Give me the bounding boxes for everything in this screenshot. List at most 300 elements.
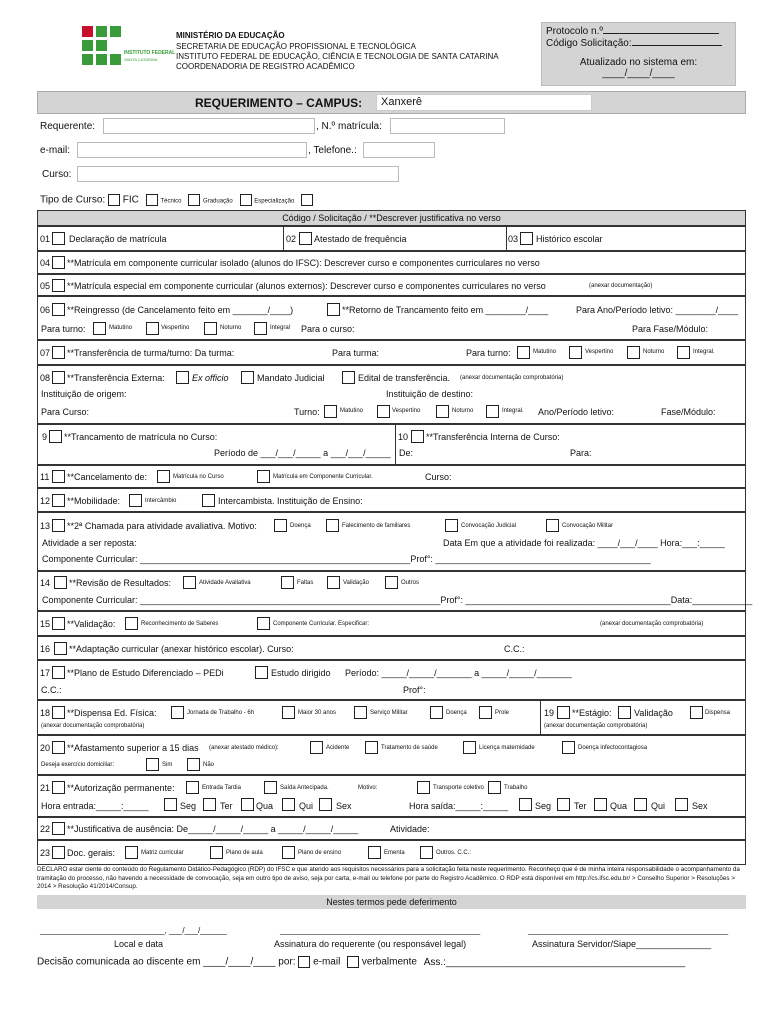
entrada-seg-checkbox[interactable] bbox=[164, 798, 177, 811]
decisao-row bbox=[37, 956, 685, 968]
af-tratamento-label: Tratamento de saúde bbox=[381, 745, 438, 751]
motivo-falecimento-label: Falecimento de familiares bbox=[342, 523, 411, 529]
ef-militar-checkbox[interactable] bbox=[354, 706, 367, 719]
ef-maior30-checkbox[interactable] bbox=[282, 706, 295, 719]
intercambio-label: Intercâmbio bbox=[145, 498, 177, 504]
row-20 bbox=[37, 735, 746, 775]
r8-integral-checkbox[interactable] bbox=[486, 405, 499, 418]
afastamento-note: (anexar atestado médico): bbox=[209, 745, 279, 751]
code-22: 22 bbox=[40, 824, 51, 834]
origem-label: Instituição de origem: bbox=[41, 389, 127, 399]
cancel-curso-checkbox[interactable] bbox=[157, 470, 170, 483]
row-12 bbox=[37, 488, 746, 512]
code-06: 06 bbox=[40, 305, 51, 315]
estudo-dirigido-label: Estudo dirigido bbox=[271, 668, 331, 678]
requerente-signature-label: Assinatura do requerente (ou responsável legal) bbox=[274, 939, 467, 949]
estagio-label: **Estágio: bbox=[572, 708, 612, 718]
extra-checkbox[interactable] bbox=[301, 194, 313, 206]
para-turno-label: Para turno: bbox=[466, 348, 511, 358]
code-15: 15 bbox=[40, 619, 51, 629]
servidor-signature-label: Assinatura Servidor/Siape_______________ bbox=[532, 939, 712, 949]
row-06 bbox=[37, 296, 746, 340]
transferencia-interna-label: **Transferência Interna de Curso: bbox=[426, 432, 560, 442]
telefone-label: , Telefone.: bbox=[308, 145, 357, 156]
updated-label: Atualizado no sistema em: bbox=[579, 57, 698, 68]
r17-periodo: Período: _____/_____/_______ a _____/_____/_______ bbox=[345, 668, 572, 678]
doc-gerais-checkbox[interactable] bbox=[52, 846, 65, 859]
entrada-tardia-label: Entrada Tardia bbox=[202, 785, 241, 791]
matricula-input[interactable] bbox=[390, 118, 505, 134]
r21-motivo-label: Motivo: bbox=[358, 785, 378, 791]
row-17 bbox=[37, 660, 746, 700]
af-acidente-checkbox[interactable] bbox=[310, 741, 323, 754]
afastamento-checkbox[interactable] bbox=[52, 741, 65, 754]
code-19: 19 bbox=[544, 708, 555, 718]
protocol-box bbox=[541, 22, 736, 86]
code-09: 9 bbox=[42, 432, 48, 442]
mobilidade-checkbox[interactable] bbox=[52, 494, 65, 507]
matricula-isolado-checkbox[interactable] bbox=[52, 256, 65, 269]
domiciliar-sim-checkbox[interactable] bbox=[146, 758, 159, 771]
autorizacao-label: **Autorização permanente: bbox=[67, 783, 175, 793]
saida-antecipada-label: Saída Antecipada. bbox=[280, 785, 329, 791]
table-header-text: Código / Solicitação / **Descrever justificativa no verso bbox=[282, 213, 501, 223]
deferimento-bar bbox=[37, 895, 746, 909]
row-09-10 bbox=[37, 424, 746, 465]
domiciliar-nao-label: Não bbox=[203, 762, 215, 768]
saida-sex-label: Sex bbox=[692, 801, 708, 811]
fase-modulo-label: Para Fase/Módulo: bbox=[632, 324, 709, 334]
r7-integral-checkbox[interactable] bbox=[677, 346, 690, 359]
r8-noturno-checkbox[interactable] bbox=[436, 405, 449, 418]
r13-componente-label: Componente Curricular: ______________________________________________________Prof°: ___________________________________________ bbox=[42, 554, 651, 564]
cancelamento-checkbox[interactable] bbox=[52, 470, 65, 483]
r7-vespertino-label: Vespertino bbox=[585, 349, 614, 355]
ifsc-logo bbox=[82, 26, 176, 70]
validacao-componente-checkbox[interactable] bbox=[257, 617, 270, 630]
r8-note: (anexar documentação comprobatória) bbox=[460, 375, 564, 381]
code-17: 17 bbox=[40, 668, 51, 678]
row-18-19 bbox=[37, 700, 746, 735]
ex-officio-checkbox[interactable] bbox=[176, 371, 189, 384]
justificativa-checkbox[interactable] bbox=[52, 822, 65, 835]
matricula-isolado-label: **Matrícula em componente curricular isolado (alunos do IFSC): Descrever curso e componentes curriculares no verso bbox=[67, 258, 540, 268]
row-01-03 bbox=[37, 226, 746, 251]
doc-ementa-label: Ementa bbox=[384, 850, 405, 856]
doc-ementa-checkbox[interactable] bbox=[368, 846, 381, 859]
transferencia-interna-checkbox[interactable] bbox=[411, 430, 424, 443]
decisao-email-checkbox[interactable] bbox=[298, 956, 310, 968]
mobilidade-label: **Mobilidade: bbox=[67, 496, 121, 506]
entrada-ter-checkbox[interactable] bbox=[203, 798, 216, 811]
doc-plano-aula-label: Plano de aula bbox=[226, 850, 263, 856]
code-14: 14 bbox=[40, 578, 51, 588]
entrada-qui-checkbox[interactable] bbox=[282, 798, 295, 811]
revisao-outros-label: Outros bbox=[401, 580, 420, 586]
revisao-atividade-checkbox[interactable] bbox=[183, 576, 196, 589]
turno-vespertino-label: Vespertino bbox=[161, 325, 190, 331]
transferencia-turma-checkbox[interactable] bbox=[52, 346, 65, 359]
row-07 bbox=[37, 340, 746, 365]
cancel-componente-label: Matrícula em Componente Curricular. bbox=[273, 474, 373, 480]
code-11: 11 bbox=[40, 472, 50, 482]
r17-cc-label: C.C.: bbox=[41, 685, 62, 695]
updated-date: ____/____/____ bbox=[602, 68, 675, 79]
matricula-especial-label: **Matrícula especial em componente curricular (alunos externos): Descrever curso e componentes curriculares no verso bbox=[67, 281, 546, 291]
motivo-doenca-checkbox[interactable] bbox=[274, 519, 287, 532]
trancamento-label: **Trancamento de matrícula no Curso: bbox=[64, 432, 218, 442]
code-20: 20 bbox=[40, 743, 51, 753]
motivo-militar-checkbox[interactable] bbox=[546, 519, 559, 532]
adaptacao-label: **Adaptação curricular (anexar histórico escolar). Curso: bbox=[69, 644, 294, 654]
declaracao-checkbox[interactable] bbox=[52, 232, 65, 245]
doc-outros-label: Outros. C.C.: bbox=[436, 850, 472, 856]
revisao-outros-checkbox[interactable] bbox=[385, 576, 398, 589]
doc-matriz-checkbox[interactable] bbox=[125, 846, 138, 859]
fic-checkbox[interactable] bbox=[108, 194, 120, 206]
ef-jornada-checkbox[interactable] bbox=[171, 706, 184, 719]
mandato-label: Mandato Judicial bbox=[257, 373, 325, 383]
r8-integral-label: Integral. bbox=[502, 408, 524, 414]
af-acidente-label: Acidente bbox=[326, 745, 350, 751]
autorizacao-checkbox[interactable] bbox=[52, 781, 65, 794]
edital-label: Edital de transferência. bbox=[358, 373, 451, 383]
pedi-checkbox[interactable] bbox=[52, 666, 65, 679]
trabalho-checkbox[interactable] bbox=[488, 781, 501, 794]
transporte-checkbox[interactable] bbox=[417, 781, 430, 794]
secretariat: SECRETARIA DE EDUCAÇÃO PROFISSIONAL E TECNOLÓGICA bbox=[176, 42, 416, 51]
intercambio-checkbox[interactable] bbox=[129, 494, 142, 507]
code-03: 03 bbox=[508, 234, 519, 244]
data-atividade-value: Em que a atividade foi realizada: ____/___/____ Hora:___:_____ bbox=[464, 538, 725, 548]
graduacao-checkbox[interactable] bbox=[188, 194, 200, 206]
ef-militar-label: Serviço Militar bbox=[370, 710, 408, 716]
tecnico-checkbox[interactable] bbox=[146, 194, 158, 206]
trancamento-periodo: Período de ___/___/_____ a ___/___/_____ bbox=[214, 448, 391, 458]
saida-qua-label: Qua bbox=[610, 801, 628, 811]
doc-plano-aula-checkbox[interactable] bbox=[210, 846, 223, 859]
curso-label: Curso: bbox=[42, 169, 72, 180]
entrada-seg-label: Seg bbox=[180, 801, 197, 811]
r7-matutino-checkbox[interactable] bbox=[517, 346, 530, 359]
r8-matutino-label: Matutino bbox=[340, 408, 364, 414]
decisao-verbal-checkbox[interactable] bbox=[347, 956, 359, 968]
revisao-atividade-label: Atividade Avaliativa bbox=[199, 580, 251, 586]
motivo-militar-label: Convocação Militar bbox=[562, 523, 614, 529]
telefone-input[interactable] bbox=[363, 142, 435, 158]
justificativa-label: **Justificativa de ausência: De_____/_____/_____ a _____/_____/_____ bbox=[67, 824, 359, 834]
cancel-curso-label: Matrícula no Curso bbox=[173, 474, 224, 480]
row-11 bbox=[37, 465, 746, 488]
reconhecimento-label: Reconhecimento de Saberes bbox=[141, 621, 219, 627]
entrada-qua-checkbox[interactable] bbox=[241, 798, 254, 811]
segunda-chamada-label: **2ª Chamada para atividade avaliativa. Motivo: bbox=[67, 521, 257, 531]
doc-gerais-label: Doc. gerais: bbox=[67, 848, 116, 858]
requerente-input[interactable] bbox=[103, 118, 315, 134]
estagio-validacao-checkbox[interactable] bbox=[618, 706, 631, 719]
data-atividade-label: Data Em que a atividade foi realizada: ____/___/____ Hora:___:_____ bbox=[443, 538, 725, 548]
saida-seg-label: Seg bbox=[535, 801, 552, 811]
tecnico-label: Técnico bbox=[160, 198, 182, 205]
saida-ter-label: Ter bbox=[574, 801, 587, 811]
para-turma-label: Para turma: bbox=[332, 348, 380, 358]
row-16 bbox=[37, 636, 746, 660]
afastamento-label: **Afastamento superior a 15 dias bbox=[67, 743, 199, 753]
saida-qui-label: Qui bbox=[651, 801, 666, 811]
r18-note: (anexar documentação comprobatória) bbox=[41, 723, 145, 729]
turno-matutino-checkbox[interactable] bbox=[93, 322, 106, 335]
para-curso-label: Para o curso: bbox=[301, 324, 355, 334]
title-bar bbox=[37, 91, 746, 114]
row-13 bbox=[37, 512, 746, 571]
requerente-label: Requerente: bbox=[40, 121, 96, 132]
hora-saida-label: Hora saída:_____:_____ bbox=[409, 801, 509, 811]
curso-input[interactable] bbox=[77, 166, 399, 182]
doc-outros-checkbox[interactable] bbox=[420, 846, 433, 859]
historico-label: Histórico escolar bbox=[536, 234, 603, 244]
af-licenca-label: Licença maternidade bbox=[479, 745, 535, 751]
revisao-validacao-label: Validação bbox=[343, 580, 369, 586]
reingresso-label: **Reingresso (de Cancelamento feito em _______/____) bbox=[67, 305, 294, 315]
email-input[interactable] bbox=[77, 142, 307, 158]
row-08 bbox=[37, 365, 746, 424]
r7-integral-label: Integral. bbox=[693, 349, 715, 355]
dispensa-ef-checkbox[interactable] bbox=[52, 706, 65, 719]
intercambista-checkbox[interactable] bbox=[202, 494, 215, 507]
code-07: 07 bbox=[40, 348, 51, 358]
r7-vespertino-checkbox[interactable] bbox=[569, 346, 582, 359]
code-10: 10 bbox=[398, 432, 409, 442]
revisao-faltas-checkbox[interactable] bbox=[281, 576, 294, 589]
edital-checkbox[interactable] bbox=[342, 371, 355, 384]
requerente-signature-line: _____________________________________________ bbox=[280, 926, 481, 935]
saida-qua-checkbox[interactable] bbox=[594, 798, 607, 811]
atividade-reposta-label: Atividade a ser reposta: bbox=[42, 538, 137, 548]
decisao-verbal-label: verbalmente bbox=[361, 956, 417, 968]
table-header bbox=[37, 210, 746, 226]
matricula-especial-note: (anexar documentação) bbox=[589, 283, 653, 289]
revisao-validacao-checkbox[interactable] bbox=[327, 576, 340, 589]
r7-noturno-checkbox[interactable] bbox=[627, 346, 640, 359]
ef-doenca-label: Doença bbox=[446, 710, 467, 716]
r8-turno-label: Turno: bbox=[294, 407, 320, 417]
entrada-sex-label: Sex bbox=[336, 801, 352, 811]
code-04: 04 bbox=[40, 258, 51, 268]
turno-matutino-label: Matutino bbox=[109, 325, 133, 331]
campus-field[interactable] bbox=[376, 94, 592, 111]
request-code-label: Código Solicitação: bbox=[546, 38, 632, 49]
r8-fase-label: Fase/Módulo: bbox=[661, 407, 716, 417]
pedi-label: **Plano de Estudo Diferenciado – PEDi bbox=[67, 668, 224, 678]
r10-de-label: De: bbox=[399, 448, 414, 458]
r16-cc-label: C.C.: bbox=[504, 644, 525, 654]
row-21 bbox=[37, 775, 746, 817]
r8-noturno-label: Noturno bbox=[452, 408, 474, 414]
coordination: COORDENADORIA DE REGISTRO ACADÊMICO bbox=[176, 62, 355, 71]
transferencia-externa-checkbox[interactable] bbox=[52, 371, 65, 384]
motivo-judicial-label: Convocação Judicial bbox=[461, 523, 517, 529]
ef-jornada-label: Jornada de Trabalho - 6h bbox=[187, 710, 255, 716]
turno-integral-checkbox[interactable] bbox=[254, 322, 267, 335]
cancel-componente-checkbox[interactable] bbox=[257, 470, 270, 483]
saida-sex-checkbox[interactable] bbox=[675, 798, 688, 811]
turno-label: Para turno: bbox=[41, 324, 86, 334]
r22-atividade-label: Atividade: bbox=[390, 824, 430, 834]
local-data-label: Local e data bbox=[114, 939, 164, 949]
motivo-judicial-checkbox[interactable] bbox=[445, 519, 458, 532]
ef-prole-checkbox[interactable] bbox=[479, 706, 492, 719]
institute: INSTITUTO FEDERAL DE EDUCAÇÃO, CIÊNCIA E TECNOLOGIA DE SANTA CATARINA bbox=[176, 52, 499, 61]
estagio-dispensa-checkbox[interactable] bbox=[690, 706, 703, 719]
entrada-ter-label: Ter bbox=[220, 801, 233, 811]
row-04 bbox=[37, 251, 746, 274]
saida-seg-checkbox[interactable] bbox=[519, 798, 532, 811]
trabalho-label: Trabalho bbox=[504, 785, 528, 791]
doc-plano-ensino-checkbox[interactable] bbox=[282, 846, 295, 859]
domiciliar-label: Deseja exercício domiciliar: bbox=[41, 762, 115, 768]
reingresso-checkbox[interactable] bbox=[52, 303, 65, 316]
code-01: 01 bbox=[40, 234, 51, 244]
reconhecimento-checkbox[interactable] bbox=[125, 617, 138, 630]
row-22 bbox=[37, 817, 746, 840]
dispensa-ef-label: **Dispensa Ed. Física: bbox=[67, 708, 157, 718]
transferencia-externa-label: **Transferência Externa: bbox=[67, 373, 165, 383]
email-label: e-mail: bbox=[40, 145, 71, 156]
ifsc-logo-icon bbox=[82, 26, 122, 70]
declaracao-label: Declaração de matrícula bbox=[69, 234, 167, 244]
r8-vespertino-label: Vespertino bbox=[392, 408, 421, 414]
estagio-validacao-label: Validação bbox=[634, 708, 673, 718]
validacao-componente-label: Componente Curricular. Especificar: bbox=[273, 621, 370, 627]
decisao-ass-label: Ass.:___________________________________________ bbox=[423, 956, 686, 968]
retorno-checkbox[interactable] bbox=[327, 303, 340, 316]
r8-vespertino-checkbox[interactable] bbox=[377, 405, 390, 418]
af-infecto-label: Doença infectocontagiosa bbox=[578, 745, 648, 751]
code-12: 12 bbox=[40, 496, 51, 506]
title-label: REQUERIMENTO – CAMPUS: bbox=[195, 96, 363, 110]
af-licenca-checkbox[interactable] bbox=[463, 741, 476, 754]
r7-noturno-label: Noturno bbox=[643, 349, 665, 355]
doc-matriz-label: Matriz curricular bbox=[141, 850, 184, 856]
row-05 bbox=[37, 274, 746, 296]
turno-noturno-checkbox[interactable] bbox=[204, 322, 217, 335]
r8-ano-label: Ano/Período letivo: bbox=[538, 407, 615, 417]
matricula-especial-checkbox[interactable] bbox=[52, 279, 65, 292]
ex-officio-label: Ex officio bbox=[192, 373, 229, 383]
row-15 bbox=[37, 611, 746, 636]
code-16: 16 bbox=[40, 644, 51, 654]
motivo-falecimento-checkbox[interactable] bbox=[326, 519, 339, 532]
turno-vespertino-checkbox[interactable] bbox=[146, 322, 159, 335]
especializacao-checkbox[interactable] bbox=[240, 194, 252, 206]
adaptacao-checkbox[interactable] bbox=[54, 642, 67, 655]
ef-doenca-checkbox[interactable] bbox=[430, 706, 443, 719]
validacao-label: **Validação: bbox=[67, 619, 116, 629]
r17-prof-label: Prof°: bbox=[403, 685, 426, 695]
af-tratamento-checkbox[interactable] bbox=[365, 741, 378, 754]
local-data-line: ____________________________, ___/___/______ bbox=[40, 926, 227, 935]
logo-text-2: SANTA CATARINA bbox=[124, 57, 158, 62]
transporte-label: Transporte coletivo bbox=[433, 785, 484, 791]
code-23: 23 bbox=[40, 848, 51, 858]
intercambista-label: Intercambista. Instituição de Ensino: bbox=[218, 496, 363, 506]
turno-noturno-label: Noturno bbox=[220, 325, 242, 331]
row-14 bbox=[37, 571, 753, 611]
r10-para-label: Para: bbox=[570, 448, 592, 458]
validacao-note: (anexar documentação comprobatória) bbox=[600, 621, 704, 627]
saida-qui-checkbox[interactable] bbox=[634, 798, 647, 811]
declaro-text: DECLARO estar ciente do conteúdo do Regulamento Didático-Pedagógico (RDP) do IFSC e que atendo aos requisitos necessários para a solicitação feita neste requerimento. Reconheço que é de minha inteira responsabilidade o acompanhamento da tramitação do processo, não havendo a necessidade de convocação, seja em outro tipo de aviso, seja por carta, e-mail ou telefone por parte do Registro Acadêmico. O RDP está disponível em http://cs.ifsc.edu.br/ > Conselho Superior > Resoluções > 2014 > Resolução 41/2014/Consup. bbox=[37, 866, 740, 890]
estudo-dirigido-checkbox[interactable] bbox=[255, 666, 268, 679]
retorno-label: **Retorno de Trancamento feito em ________/____ bbox=[342, 305, 549, 315]
entrada-tardia-checkbox[interactable] bbox=[186, 781, 199, 794]
turno-integral-label: Integral bbox=[270, 325, 291, 331]
revisao-label: **Revisão de Resultados: bbox=[69, 578, 172, 588]
ministry: MINISTÉRIO DA EDUCAÇÃO bbox=[176, 31, 285, 40]
code-13: 13 bbox=[40, 521, 51, 531]
logo-text-1: INSTITUTO FEDERAL bbox=[124, 50, 176, 56]
estagio-dispensa-label: Dispensa bbox=[705, 710, 731, 716]
tipo-curso-label: Tipo de Curso: bbox=[40, 194, 106, 206]
domiciliar-sim-label: Sim bbox=[162, 762, 173, 768]
decisao-label: Decisão comunicada ao discente em ____/____/____ por: bbox=[37, 956, 296, 968]
matricula-label: , N.º matrícula: bbox=[316, 121, 382, 132]
segunda-chamada-checkbox[interactable] bbox=[52, 519, 65, 532]
atestado-label: Atestado de frequência bbox=[314, 234, 407, 244]
revisao-checkbox[interactable] bbox=[54, 576, 67, 589]
domiciliar-nao-checkbox[interactable] bbox=[187, 758, 200, 771]
motivo-doenca-label: Doença bbox=[290, 523, 311, 529]
af-infecto-checkbox[interactable] bbox=[562, 741, 575, 754]
saida-ter-checkbox[interactable] bbox=[557, 798, 570, 811]
ef-maior30-label: Maior 30 anos bbox=[298, 710, 337, 716]
ano-periodo-label: Para Ano/Período letivo: ________/____ bbox=[576, 305, 739, 315]
code-02: 02 bbox=[286, 234, 297, 244]
entrada-qua-label: Qua bbox=[256, 801, 274, 811]
atestado-checkbox[interactable] bbox=[299, 232, 312, 245]
hora-entrada-label: Hora entrada:_____:_____ bbox=[41, 801, 149, 811]
revisao-faltas-label: Faltas bbox=[297, 580, 314, 586]
r19-note: (anexar documentação comprobatória) bbox=[544, 723, 648, 729]
code-18: 18 bbox=[40, 708, 51, 718]
validacao-checkbox[interactable] bbox=[52, 617, 65, 630]
entrada-sex-checkbox[interactable] bbox=[319, 798, 332, 811]
destino-label: Instituição de destino: bbox=[386, 389, 474, 399]
tipo-curso-row bbox=[40, 194, 313, 206]
code-21: 21 bbox=[40, 783, 51, 793]
historico-checkbox[interactable] bbox=[520, 232, 533, 245]
r11-curso-label: Curso: bbox=[425, 472, 452, 482]
r14-componente-label: Componente Curricular: ____________________________________________________________Prof°: _________________________________________Data:____________ bbox=[42, 595, 753, 605]
trancamento-checkbox[interactable] bbox=[49, 430, 62, 443]
mandato-checkbox[interactable] bbox=[241, 371, 254, 384]
cancelamento-label: **Cancelamento de: bbox=[67, 472, 148, 482]
saida-antecipada-checkbox[interactable] bbox=[264, 781, 277, 794]
fic-label: FIC bbox=[122, 194, 139, 206]
ef-prole-label: Prole bbox=[495, 710, 510, 716]
especializacao-label: Especialização bbox=[254, 198, 295, 205]
r8-matutino-checkbox[interactable] bbox=[324, 405, 337, 418]
transferencia-turma-label: **Transferência de turma/turno: Da turma: bbox=[67, 348, 235, 358]
deferimento-text: Nestes termos pede deferimento bbox=[326, 897, 457, 907]
decisao-email-label: e-mail bbox=[313, 956, 341, 968]
r8-curso-label: Para Curso: bbox=[41, 407, 90, 417]
entrada-qui-label: Qui bbox=[299, 801, 314, 811]
servidor-signature-line: _____________________________________________ bbox=[528, 926, 729, 935]
doc-plano-ensino-label: Plano de ensino bbox=[298, 850, 342, 856]
estagio-checkbox[interactable] bbox=[557, 706, 570, 719]
protocol-label: Protocolo n.º bbox=[546, 26, 604, 37]
